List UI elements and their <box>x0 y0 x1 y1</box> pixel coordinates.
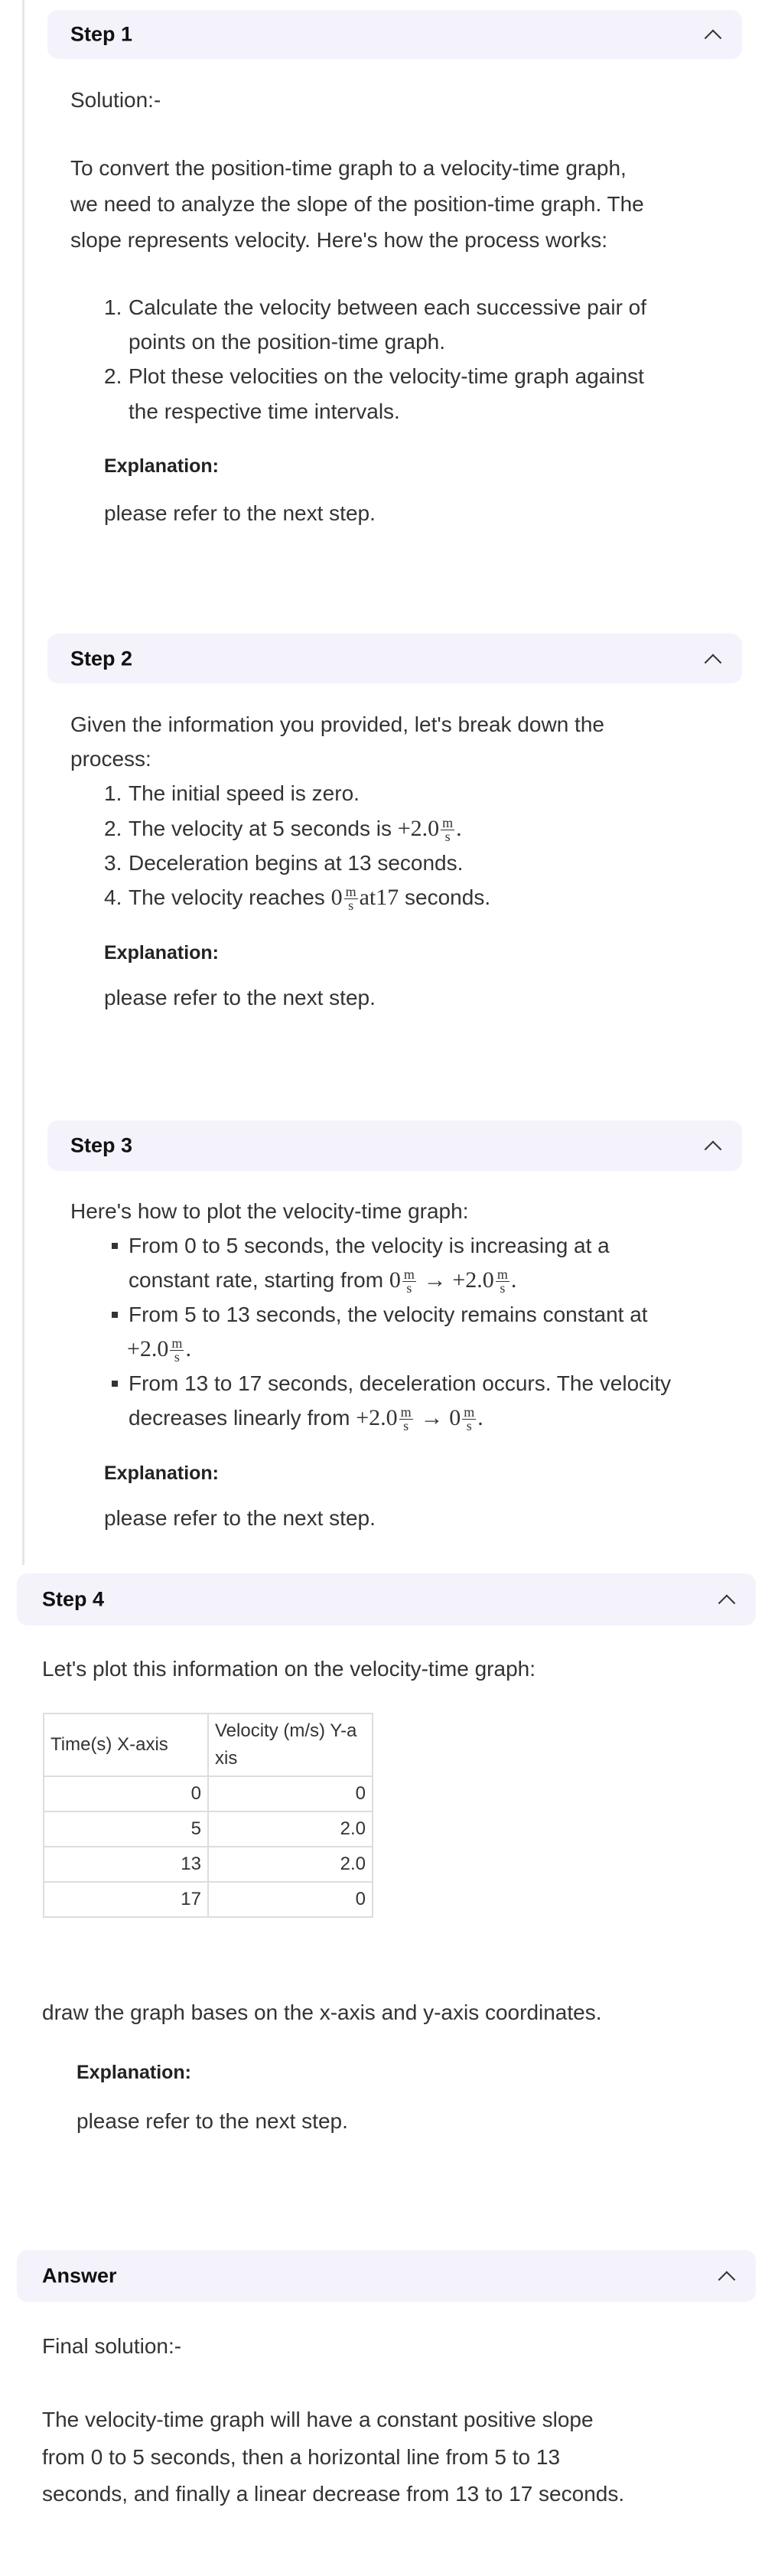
unit-fraction <box>462 1406 476 1433</box>
table-cell: 0 <box>208 1776 373 1811</box>
math-value: 0 <box>330 885 343 910</box>
list-number: 3. <box>104 851 122 875</box>
bullet-text: decreases linearly from <box>129 1406 356 1430</box>
fraction-numerator: m <box>442 815 454 831</box>
period: . <box>185 1336 191 1361</box>
bullet-line <box>129 1262 516 1298</box>
list-number: 1. <box>104 781 122 805</box>
step-4-header[interactable] <box>17 1573 756 1625</box>
list-item-line: points on the position-time graph. <box>129 330 446 354</box>
chevron-up-icon[interactable] <box>705 654 722 671</box>
period: . <box>510 1267 517 1293</box>
list-item-line: Plot these velocities on the velocity-time graph against <box>129 364 644 388</box>
list-item <box>129 879 490 915</box>
list-suffix: . <box>456 816 462 841</box>
step-1-title: Step 1 <box>70 22 133 46</box>
fraction-denominator: s <box>174 1349 180 1365</box>
step-3-title: Step 3 <box>70 1133 133 1157</box>
fraction-denominator: s <box>444 829 451 845</box>
final-solution-label: Final solution:- <box>42 2334 182 2358</box>
fraction-numerator: m <box>464 1404 475 1420</box>
fraction-numerator: m <box>171 1335 183 1352</box>
column-header: Time(s) X-axis <box>44 1714 208 1776</box>
explanation-text: please refer to the next step. <box>104 501 376 525</box>
chevron-up-icon[interactable] <box>705 1140 722 1158</box>
list-text: The velocity at 5 seconds is <box>129 817 398 840</box>
paragraph-line: slope represents velocity. Here's how the process works: <box>70 228 608 252</box>
explanation-text: please refer to the next step. <box>104 1506 376 1530</box>
bullet-text: constant rate, starting from <box>129 1268 389 1292</box>
step-connector-line <box>22 0 24 1565</box>
solution-label: Solution:- <box>70 88 161 112</box>
bullet-line <box>129 1400 483 1436</box>
step-4-title: Step 4 <box>42 1587 105 1611</box>
paragraph-line: Given the information you provided, let's break down the <box>70 712 604 736</box>
table-cell: 5 <box>44 1811 208 1847</box>
list-number: 2. <box>104 364 122 388</box>
math-value: +2.0 <box>397 816 440 841</box>
bullet-line <box>127 1331 191 1367</box>
unit-fraction <box>170 1337 184 1364</box>
answer-line: from 0 to 5 seconds, then a horizontal line from 5 to 13 <box>42 2445 561 2469</box>
fraction-denominator: s <box>348 898 354 914</box>
paragraph-line: Here's how to plot the velocity-time graph: <box>70 1199 469 1223</box>
math-value: 0 <box>449 1405 461 1430</box>
list-number: 2. <box>104 817 122 840</box>
step-2-title: Step 2 <box>70 647 133 670</box>
list-number: 4. <box>104 885 122 909</box>
fraction-numerator: m <box>403 1267 415 1283</box>
unit-fraction <box>402 1268 416 1295</box>
list-item: Deceleration begins at 13 seconds. <box>129 851 464 875</box>
arrow-icon: → <box>423 1267 447 1293</box>
period: . <box>477 1405 483 1430</box>
list-suffix: seconds. <box>399 885 491 909</box>
arrow-icon: → <box>420 1405 444 1430</box>
table-cell: 0 <box>44 1776 208 1811</box>
explanation-text: please refer to the next step. <box>76 2109 348 2133</box>
fraction-numerator: m <box>496 1267 508 1283</box>
bullet-line: From 0 to 5 seconds, the velocity is increasing at a <box>129 1234 610 1257</box>
answer-title: Answer <box>42 2264 117 2287</box>
answer-line: seconds, and finally a linear decrease from 13 to 17 seconds. <box>42 2482 625 2506</box>
answer-line: The velocity-time graph will have a constant positive slope <box>42 2408 594 2431</box>
table-row <box>44 1847 373 1882</box>
paragraph-line: draw the graph bases on the x-axis and y-axis coordinates. <box>42 2000 602 2024</box>
bullet-icon <box>112 1312 118 1318</box>
table-row <box>44 1776 373 1811</box>
fraction-denominator: s <box>403 1418 409 1434</box>
math-value: +2.0 <box>356 1405 398 1430</box>
chevron-up-icon[interactable] <box>705 29 722 47</box>
fraction-denominator: s <box>406 1280 412 1296</box>
explanation-label: Explanation: <box>104 942 220 964</box>
explanation-label: Explanation: <box>76 2062 192 2083</box>
answer-header[interactable] <box>17 2250 756 2302</box>
bullet-icon <box>112 1243 118 1249</box>
unit-fraction <box>399 1406 413 1433</box>
unit-fraction <box>496 1268 509 1295</box>
table-cell: 2.0 <box>208 1811 373 1847</box>
math-value: 0 <box>389 1267 401 1293</box>
paragraph-line: To convert the position-time graph to a velocity-time graph, <box>70 156 627 180</box>
list-text: The velocity reaches <box>129 885 331 909</box>
table-cell: 0 <box>208 1882 373 1917</box>
chevron-up-icon[interactable] <box>718 1594 736 1612</box>
explanation-label: Explanation: <box>104 1462 220 1484</box>
bullet-icon <box>112 1381 118 1387</box>
explanation-label: Explanation: <box>104 455 220 477</box>
math-value: +2.0 <box>127 1336 169 1361</box>
step-2-header[interactable] <box>47 634 742 683</box>
table-cell: 2.0 <box>208 1847 373 1882</box>
bullet-line: From 5 to 13 seconds, the velocity remains constant at <box>129 1303 648 1326</box>
velocity-time-table <box>43 1713 373 1918</box>
table-header-row <box>44 1714 373 1776</box>
explanation-text: please refer to the next step. <box>104 986 376 1009</box>
list-number: 1. <box>104 295 122 319</box>
step-1-header[interactable] <box>47 10 742 59</box>
unit-fraction <box>344 885 358 912</box>
fraction-numerator: m <box>345 884 356 900</box>
list-item: The initial speed is zero. <box>129 781 360 805</box>
chevron-up-icon[interactable] <box>718 2271 736 2288</box>
table-row <box>44 1882 373 1917</box>
table-cell: 13 <box>44 1847 208 1882</box>
paragraph-line: process: <box>70 747 151 771</box>
list-item <box>129 810 462 846</box>
step-3-header[interactable] <box>47 1120 742 1171</box>
unit-fraction <box>441 817 454 843</box>
paragraph-line: we need to analyze the slope of the position-time graph. The <box>70 192 644 216</box>
paragraph-line: Let's plot this information on the velocity-time graph: <box>42 1657 536 1681</box>
table-row <box>44 1811 373 1847</box>
fraction-denominator: s <box>466 1418 472 1434</box>
math-value: +2.0 <box>452 1267 494 1293</box>
table-cell: 17 <box>44 1882 208 1917</box>
list-item-line: Calculate the velocity between each successive pair of <box>129 295 647 319</box>
fraction-denominator: s <box>500 1280 506 1296</box>
bullet-line: From 13 to 17 seconds, deceleration occurs. The velocity <box>129 1371 672 1395</box>
list-item-line: the respective time intervals. <box>129 399 400 423</box>
math-value: at17 <box>359 885 399 910</box>
fraction-numerator: m <box>400 1404 412 1420</box>
column-header: Velocity (m/s) Y-a xis <box>208 1714 373 1776</box>
